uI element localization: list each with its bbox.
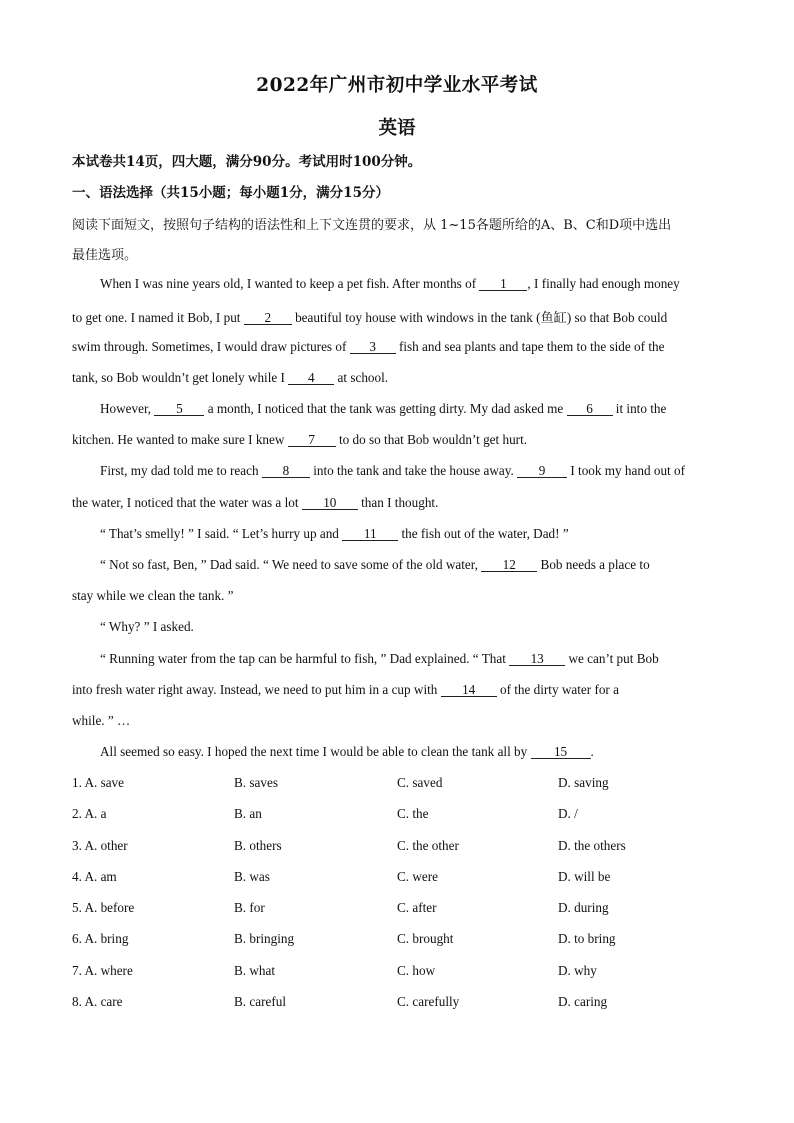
blank-3: 3 [350,340,396,354]
passage-line-12: “ Why? ” I asked. [100,619,194,634]
passage-text: beautiful toy house with windows in the tank (鱼缸) so that Bob could [291,310,668,325]
exam-title: 2022年广州市初中学业水平考试 [256,75,538,96]
passage-text: swim through. Sometimes, I would draw pictures of [72,339,350,354]
option-b[interactable]: B. was [234,869,270,884]
passage-line-16 [100,744,760,760]
blank-7: 7 [288,433,336,447]
option-c[interactable]: C. saved [397,775,443,790]
option-d[interactable]: D. during [558,900,609,915]
passage-line-14 [72,682,732,698]
passage-text: the fish out of the water, Dad! ” [398,526,569,541]
option-a[interactable]: 2. A. a [72,806,107,821]
option-a[interactable]: 5. A. before [72,900,135,915]
blank-5: 5 [154,402,204,416]
passage-line-3 [72,339,732,355]
option-a[interactable]: 4. A. am [72,869,117,884]
option-b[interactable]: B. careful [234,994,286,1009]
blank-12: 12 [481,558,537,572]
passage-line-1 [100,276,760,292]
option-a[interactable]: 8. A. care [72,994,123,1009]
option-c[interactable]: C. the other [397,838,459,853]
option-c[interactable]: C. carefully [397,994,460,1009]
directions-line-1: 阅读下面短文，按照句子结构的语法性和上下文连贯的要求，从 1~15各题所给的A、B、C和D项中选出 [72,218,672,233]
subject-title: 英语 [378,118,416,139]
option-d[interactable]: D. saving [558,775,609,790]
passage-text: it into the [612,401,667,416]
option-c[interactable]: C. were [397,869,439,884]
passage-text: tank, so Bob wouldn’t get lonely while I [72,370,289,385]
option-a[interactable]: 6. A. bring [72,931,129,946]
option-c[interactable]: C. after [397,900,437,915]
passage-line-7 [100,463,760,479]
passage-line-4 [72,370,732,386]
option-a[interactable]: 7. A. where [72,963,133,978]
blank-15: 15 [531,745,591,759]
option-d[interactable]: D. caring [558,994,608,1009]
passage-text: “ That’s smelly! ” I said. “ Let’s hurry up and [100,526,343,541]
passage-text: fish and sea plants and tape them to the side of the [395,339,665,354]
option-d[interactable]: D. the others [558,838,626,853]
option-d[interactable]: D. to bring [558,931,616,946]
passage-text: , I finally had enough money [527,276,680,291]
passage-line-6 [72,432,732,448]
passage-text: First, my dad told me to reach [100,463,262,478]
directions-line-2: 最佳选项。 [72,248,138,263]
section-title: 一、语法选择（共15小题；每小题1分，满分15分） [72,185,389,201]
passage-line-11: stay while we clean the tank. ” [72,588,234,603]
option-c[interactable]: C. how [397,963,436,978]
passage-text: . [590,744,594,759]
passage-line-8 [72,495,732,511]
option-b[interactable]: B. an [234,806,262,821]
passage-text: All seemed so easy. I hoped the next time I would be able to clean the tank all by [100,744,531,759]
passage-line-2 [72,307,732,326]
option-d[interactable]: D. will be [558,869,611,884]
option-c[interactable]: C. the [397,806,429,821]
option-b[interactable]: B. for [234,900,265,915]
blank-14: 14 [441,683,497,697]
option-a[interactable]: 1. A. save [72,775,125,790]
blank-4: 4 [288,371,334,385]
passage-text: into the tank and take the house away. [309,463,518,478]
passage-text: kitchen. He wanted to make sure I knew [72,432,288,447]
blank-1: 1 [479,277,527,291]
option-d[interactable]: D. why [558,963,597,978]
passage-text: “ Running water from the tap can be harmful to fish, ” Dad explained. “ That [100,651,510,666]
passage-line-15: while. ” … [72,713,131,728]
option-b[interactable]: B. others [234,838,282,853]
exam-instructions: 本试卷共14页，四大题，满分90分。考试用时100分钟。 [72,154,422,170]
passage-text: at school. [334,370,389,385]
passage-line-9 [100,526,760,542]
blank-10: 10 [302,496,358,510]
passage-text: we can’t put Bob [565,651,659,666]
passage-text: than I thought. [357,495,439,510]
passage-text: a month, I noticed that the tank was getting dirty. My dad asked me [204,401,567,416]
passage-text: the water, I noticed that the water was a lot [72,495,302,510]
passage-text: Bob needs a place to [537,557,650,572]
blank-9: 9 [517,464,567,478]
passage-line-5 [100,401,760,417]
option-b[interactable]: B. saves [234,775,278,790]
blank-11: 11 [342,527,398,541]
passage-text: of the dirty water for a [496,682,619,697]
passage-text: When I was nine years old, I wanted to keep a pet fish. After months of [100,276,480,291]
passage-line-13 [100,651,760,667]
passage-text: “ Not so fast, Ben, ” Dad said. “ We need to save some of the old water, [100,557,482,572]
option-b[interactable]: B. what [234,963,276,978]
passage-line-10 [100,557,760,573]
passage-text: to do so that Bob wouldn’t get hurt. [335,432,528,447]
passage-text: However, [100,401,155,416]
blank-8: 8 [262,464,310,478]
blank-2: 2 [244,311,292,325]
passage-text: to get one. I named it Bob, I put [72,310,244,325]
blank-13: 13 [509,652,565,666]
option-a[interactable]: 3. A. other [72,838,128,853]
passage-text: into fresh water right away. Instead, we need to put him in a cup with [72,682,441,697]
passage-text: I took my hand out of [567,463,685,478]
option-c[interactable]: C. brought [397,931,454,946]
option-d[interactable]: D. / [558,806,578,821]
option-b[interactable]: B. bringing [234,931,295,946]
blank-6: 6 [567,402,613,416]
